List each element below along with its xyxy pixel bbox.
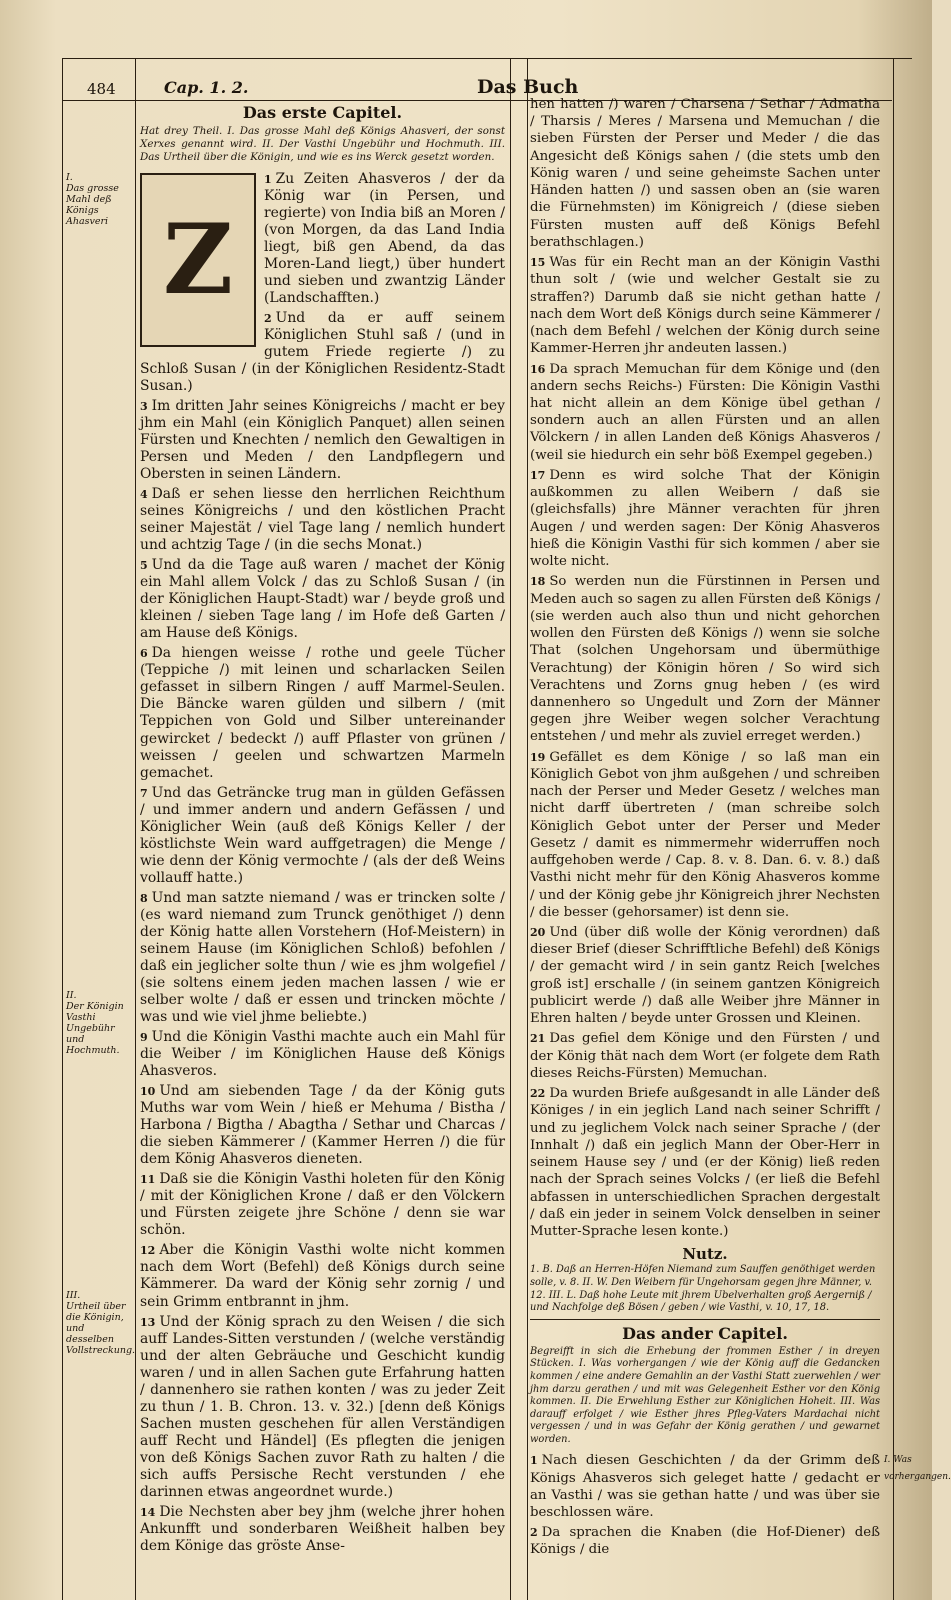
verse-text: Die Nechsten aber bey jhm (welche jhrer hohen Ankunfft und sonderbaren Weißheit halben bey dem Könige das gröste Anse-: [140, 1503, 505, 1554]
chapter-1-verse: [140, 1083, 505, 1168]
decorated-initial: [140, 173, 256, 347]
chapter-2-verse: [530, 1452, 880, 1521]
chapter-1-verse: [140, 1029, 505, 1080]
verse-number: 2: [530, 1526, 538, 1540]
chapter-2-verse: [530, 1524, 880, 1558]
verse-text: Was für ein Recht man an der Königin Vasthi thun solt / (wie und welcher Gestalt sie zu straffen?) Darumb daß sie nicht gethan hatte / nach dem Wort deß Königs durch seine Kämmerer / (nach dem Befehl / welchen der König durch seine Kammer-Herren jhr andeuten lassen.): [530, 255, 880, 357]
chapter-1-cont-verse: [530, 361, 880, 464]
verse-text: Und das Geträncke trug man in gülden Gefässen / und immer andern und andern Gefässen / und Königlicher Wein (auß deß Königs Keller / der köstlichste Wein ward auffgetragen) die Menge / wie denn der König vermochte / (als der deß Weins vollauff hatte.): [140, 784, 505, 886]
decorated-initial-letter: Z: [162, 202, 234, 316]
verse-text: Nach diesen Geschichten / da der Grimm deß Königs Ahasveros sich geleget hatte / gedacht er an Vasthi / was sie gethan hatte / und was über sie beschlossen wäre.: [530, 1453, 880, 1520]
column-rule-2: [527, 58, 528, 1600]
verse-text: Da sprachen die Knaben (die Hof-Diener) deß Königs / die: [530, 1525, 880, 1558]
running-head: Das Buch: [477, 76, 579, 98]
chapter-1-summary: Hat drey Theil. I. Das grosse Mahl deß Königs Ahasveri, der sonst Xerxes genannt wird. II. Der Vasthi Ungebühr und Hochmuth. III. Das Urtheil über die Königin, und wie es ins Werck gesetzt worden.: [140, 125, 505, 164]
margin-note-label: I.: [66, 172, 73, 183]
margin-note-1: [66, 172, 130, 227]
verse-text: Gefället es dem Könige / so laß man ein Königlich Gebot von jhm außgehen / und schreiben nach der Perser und Meder Gesetz / welches man nicht darff übertreten / (man schreibe solch Königlich Gebot unter der Perser und Meder Gesetz / damit es nimmermehr widerruffen noch auffgehoben werde / Cap. 8. v. 8. Dan. 6. v. 8.) daß Vasthi nicht mehr für den König Ahasveros komme / und der König gebe jhr Königreich jhrer Nechsten / die besser (gehorsamer) ist denn sie.: [530, 749, 880, 920]
margin-note-text: Urtheil über die Königin, und desselben Vollstreckung.: [66, 1301, 136, 1356]
chapter-1-cont-verse: [530, 924, 880, 1027]
margin-note-text: Das grosse Mahl deß Königs Ahasveri: [66, 183, 119, 227]
verse-number: 9: [140, 1031, 148, 1045]
verse-number: 6: [140, 647, 148, 661]
verse-number: 13: [140, 1315, 156, 1329]
verse-number: 10: [140, 1085, 156, 1099]
chapter-1-cont-verse: [530, 573, 880, 745]
chapter-2-margin-note: I. Was vorhergangen.: [884, 1455, 951, 1482]
chapter-1-verse: [140, 1504, 505, 1555]
chapter-1-verse: [140, 486, 505, 554]
outer-rule: [62, 58, 63, 1600]
verse-text: Und (über diß wolle der König verordnen) daß dieser Brief (dieser Schrifftliche Befehl) deß Königs / der gemacht wird / in sein gantz Reich [welches groß ist] erschalle / (in seinem gantzen Königreich publicirt werde /) daß alle Weiber jhre Männer in Ehren halten / beyde unter Grossen und Kleinen.: [530, 925, 880, 1027]
chapter-1-cont-verse: [530, 467, 880, 570]
verse-text: Daß sie die Königin Vasthi holeten für den König / mit der Königlichen Krone / daß er den Völckern und Fürsten zeigete jhre Schöne / denn sie war schön.: [140, 1171, 505, 1239]
chapter-reference: Cap. 1. 2.: [164, 78, 249, 97]
verse-text: Da sprach Memuchan für dem Könige und (den andern sechs Reichs-) Fürsten: Die Königin Vasthi hat nicht allein an dem Könige übel gethan / sondern auch an allen Fürsten und an allen Völckern / in allen Landen deß Königs Ahasveros / (weil sie hiedurch ein sehr böß Exempel gegeben.): [530, 361, 880, 463]
verse-text: Und da er auff seinem Königlichen Stuhl saß / (und in gutem Friede regierte /) zu Schloß Susan / (in der Königlichen Residentz-Stadt Susan.): [140, 309, 505, 394]
chapter-1-cont-verse: [530, 1030, 880, 1082]
verse-text: Und man satzte niemand / was er trincken solte / (es ward niemand zum Trunck genöthiget /) denn der König hatte allen Vorstehern (Hof-Meistern) in seinem Hause (im Königlichen Schloß) befohlen / daß ein jeglicher solte thun / wie es jhm wolgefiel / (sie soltens einem jeden machen lassen / wie er selber wolte / daß er essen und trincken möchte / was und wie viel jhme beliebte.): [140, 889, 505, 1025]
verse-number: 15: [530, 256, 546, 270]
nutz-title: Nutz.: [682, 1245, 728, 1264]
nutz-text: 1. B. Daß an Herren-Höfen Niemand zum Sauffen genöthiget werden solle, v. 8. II. W. Den Weibern für Ungehorsam gegen jhre Männer, v. 12. III. L. Daß hohe Leute mit jhrem Ubelverhalten groß Aergerniß / und Nachfolge deß Bösen / geben / wie Vasthi, v. 10, 17, 18.: [530, 1264, 880, 1319]
verse-text: Daß er sehen liesse den herrlichen Reichthum seines Königreichs / und den köstlichen Pracht seiner Majestät / viel Tage lang / nemlich hundert und achtzig Tage / (in die sechs Monat.): [140, 486, 505, 554]
verse-number: 5: [140, 559, 148, 573]
verse-number: 22: [530, 1087, 546, 1101]
chapter-1-cont-verse: [530, 1085, 880, 1240]
margin-note-text: Der Königin Vasthi Ungebühr und Hochmuth.: [66, 1001, 124, 1056]
column-rule: [510, 58, 511, 1600]
verse-number: 2: [264, 311, 272, 325]
verse-text: Das gefiel dem Könige und den Fürsten / und der König thät nach dem Wort (er folgete dem Rath dieses Reichs-Fürsten) Memuchan.: [530, 1031, 880, 1081]
verse-number: 11: [140, 1173, 156, 1187]
verse-number: 12: [140, 1244, 156, 1258]
verse-text: Aber die Königin Vasthi wolte nicht kommen nach dem Wort (Befehl) deß Königs durch seine Kämmerer. Da ward der König sehr zornig / und sein Grimm entbrannt in jhm.: [140, 1242, 505, 1310]
verse-number: 20: [530, 926, 546, 940]
page-number: 484: [87, 80, 116, 98]
left-column: [140, 104, 505, 1558]
chapter-1-cont-verse: [530, 96, 880, 251]
verse-number: 18: [530, 575, 546, 589]
verse-text: Im dritten Jahr seines Königreichs / macht er bey jhm ein Mahl (ein Königlich Panquet) allen seinen Fürsten und Knechten / nemlich den Gewaltigen in Persen und Meden / den Landpflegern und Obersten in seinen Ländern.: [140, 397, 505, 483]
verse-number: 7: [140, 786, 148, 800]
chapter-1-verse: [140, 785, 505, 887]
verse-number: 8: [140, 891, 148, 905]
chapter-2-summary: Begreifft in sich die Erhebung der frommen Esther / in dreyen Stücken. I. Was vorhergangen / wie der König auff die Gedancken kommen / eine andere Gemahlin an der Vasthi Statt zuerwehlen / wer jhm darzu gerathen / und mit was Gelegenheit Esther vor den König kommen. II. Die Erwehlung Esther zur Königlichen Hoheit. III. Was darauff erfolget / wie Esther jhres Pfleg-Vaters Mardachai nicht vergessen / und in was Gefahr der König gerathen / und gewarnet worden.: [530, 1345, 880, 1445]
verse-text: So werden nun die Fürstinnen in Persen und Meden auch so sagen zu allen Fürsten deß Königs / (sie werden auch also thun und nicht gehorchen wollen den Fürsten deß Königs /) wenn sie solche That (solchen Ungehorsam und übermüthige Verachtung) der Königin hören / So wird sich Verachtens und Zorns gnug heben / (es wird dannenhero so Ungedult und Zorn der Männer gegen jhre Weiber wegen solcher Verachtung entstehen / und mehr als zuviel erreget werden.): [530, 574, 880, 745]
verse-number: 4: [140, 488, 148, 502]
right-column: [530, 96, 951, 1562]
margin-note-3: [66, 1290, 136, 1356]
verse-text: Zu Zeiten Ahasveros / der da König war (in Persen, und regierte) von India biß an Moren / (von Morgen, da das Land India liegt, biß gen Abend, da das Moren-Land liegt,) über hundert und sieben und zwantzig Länder (Landschafften.): [264, 170, 505, 306]
verse-text: Und der König sprach zu den Weisen / die sich auff Landes-Sitten verstunden / (welche verständig und der alten Gebräuche und Geschicht kundig waren / und in allen Sachen gute Erfahrung hatten / dannenhero sie rathen konten / was zu jeder Zeit zu thun / 1. B. Chron. 13. v. 32.) [denn deß Königs Sachen musten geschehen für allen Verständigen auff Recht und Händel] (Es pflegten die jenigen von deß Königs Sachen zuvor Rath zu halten / die sich auffs Persische Recht verstunden / ehe darinnen etwas angeordnet wurde.): [140, 1313, 505, 1500]
chapter-1-cont-verse: [530, 254, 880, 357]
verse-number: 19: [530, 750, 546, 764]
verse-number: 21: [530, 1032, 546, 1046]
chapter-1-verse: [140, 1171, 505, 1239]
verse-text: Und am siebenden Tage / da der König guts Muths war vom Wein / hieß er Mehuma / Bistha / Harbona / Bigtha / Abagtha / Sethar und Charcas / die sieben Kämmerer / (Kammer Herren /) die für dem König Ahasveros dieneten.: [140, 1083, 505, 1168]
chapter-1-cont-verse: [530, 749, 880, 921]
chapter-2-verses: [530, 1452, 880, 1558]
chapter-1-verse: [140, 890, 505, 1026]
verse-number: 3: [140, 399, 148, 413]
chapter-1-verse: [140, 398, 505, 483]
running-header: [62, 60, 892, 101]
verse-text: hen hatten /) waren / Charsena / Sethar / Admatha / Tharsis / Meres / Marsena und Memuchan / die sieben Fürsten der Perser und Meder / die das Angesicht deß Königs sahen / (die stets umb den König waren / und seine geheimste Sachen unter Händen hatten /) und sassen oben an (sie waren die Fürnehmsten) im Königreich / (diese sieben Fürsten musten auff deß Königs Befehl berathschlagen.): [530, 97, 880, 250]
right-rule: [893, 58, 894, 1600]
chapter-1-verse: [140, 645, 505, 781]
verse-text: Da wurden Briefe außgesandt in alle Länder deß Königes / in ein jeglich Land nach seiner Schrifft / und zu jeglichem Volck nach seiner Sprache / (der Innhalt /) daß ein jeglich Mann der Ober-Herr in seinem Hause sey / und (er der König) ließ reden nach der Sprach seines Volcks / (er ließ die Befehl abfassen in unterschiedlichen Sprachen dergestalt / daß ein jeder in seinem Volck denselben in seiner Mutter-Sprache lesen konte.): [530, 1086, 880, 1239]
chapter-1-verses: [140, 171, 505, 1555]
verse-number: 16: [530, 362, 546, 376]
margin-note-label: II.: [66, 990, 77, 1001]
chapter-1-verse: [140, 1314, 505, 1501]
verse-text: Und die Königin Vasthi machte auch ein Mahl für die Weiber / im Königlichen Hause deß Königs Ahasveros.: [140, 1029, 505, 1080]
chapter-1-verse: [140, 1242, 505, 1310]
verse-number: 1: [264, 172, 272, 186]
chapter-1-verses-cont: [530, 96, 880, 1240]
verse-number: 14: [140, 1505, 156, 1519]
chapter-2-title: Das ander Capitel.: [622, 1323, 788, 1343]
margin-note-2: [66, 990, 130, 1056]
verse-text: Denn es wird solche That der Königin außkommen zu allen Weibern / daß sie (gleichsfalls) jhre Männer verachten für jhren Augen / und werden sagen: Der König Ahasveros hieß die Königin Vasthi für sich kommen / aber sie wolte nicht.: [530, 467, 880, 570]
chapter-1-verse: [140, 557, 505, 642]
chapter-1-title: Das erste Capitel.: [242, 103, 403, 122]
verse-number: 17: [530, 468, 546, 482]
verse-text: Da hiengen weisse / rothe und geele Tücher (Teppiche /) mit leinen und scharlacken Seilen gefasset in silbern Ringen / auff Marmel-Seulen. Die Bäncke waren gülden und silbern / (mit Teppichen von Gold und Silber untereinander gewircket / bedeckt /) auff Pflaster von grünen / weissen / geelen und schwartzen Marmeln gemachet.: [140, 645, 505, 781]
margin-rule: [135, 58, 136, 1600]
verse-text: Und da die Tage auß waren / machet der König ein Mahl allem Volck / das zu Schloß Susan / (in der Königlichen Haupt-Stadt) war / beyde groß und kleinen / sieben Tage lang / im Hofe deß Garten / am Hause deß Königs.: [140, 557, 505, 642]
margin-note-label: III.: [66, 1290, 81, 1301]
verse-number: 1: [530, 1454, 538, 1468]
